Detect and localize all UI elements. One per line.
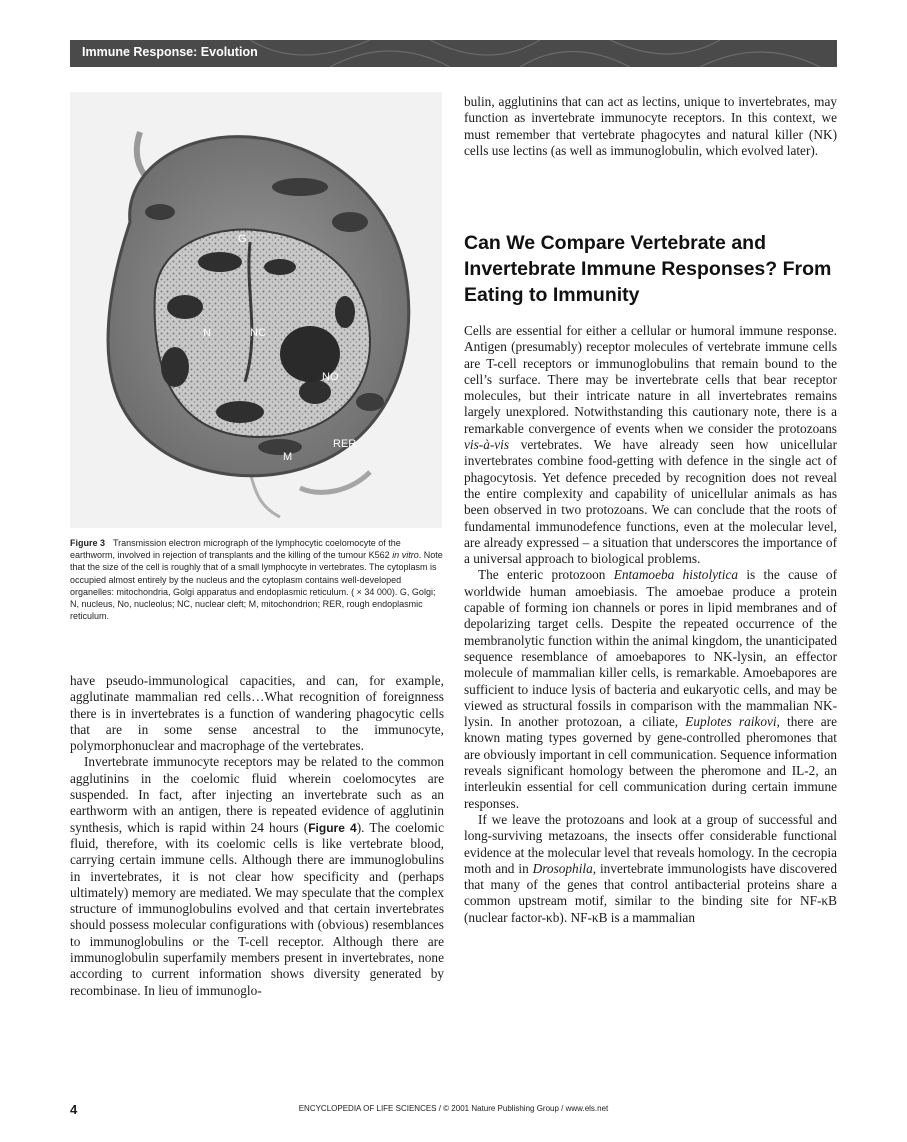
running-header [70, 40, 837, 67]
right-p2-text-b: is the cause of worldwide human amoebiasis. The amoebae produce a protein capable of forming ion channels or pores in lipid membranes and of depolarizing target cells. Despite the repeated occurrence of the membranolytic function within the animal kingdom, the unanticipated sequence resemblance of amoebapores to NK-lysin, an effector molecule of mammalian killer cells, is remarkable. Amoebapores are sufficient to induce lysis of bacteria and eukaryotic cells, and may be viewed as structural fossils in comparison with the mammalian NK-lysin. In another protozoan, a ciliate, [464, 567, 837, 730]
page-number: 4 [70, 1102, 78, 1117]
figure-4-reference[interactable]: Figure 4 [308, 820, 357, 835]
right-top-paragraph: bulin, agglutinins that can act as lectins, unique to invertebrates, may function as invertebrate immunocyte receptors. In this context, we must remember that vertebrate phagocytes and natural killer (NK) cells use lectins (as well as immunoglobulin, which evolved later). [464, 94, 837, 158]
left-paragraph-1: have pseudo-immunological capacities, and can, for example, agglutinate mammalian red cells…What recognition of foreignness there is in invertebrates is a function of wandering phagocytic cells that are in some sense ancestral to the immunocyte, polymorphonuclear and macrophage of the vertebrates. [70, 673, 444, 754]
right-p2-italic-1: Entamoeba histolytica [613, 567, 738, 583]
label-nucleus: N [203, 327, 211, 339]
caption-text-1: Transmission electron micrograph of the lymphocytic coelomocyte of the earthworm, involved in rejection of transplants and the killing of the tumour K562 [70, 538, 401, 561]
right-p1-text-a: Cells are essential for either a cellular or humoral immune response. Antigen (presumably) receptor molecules of vertebrate immune cells are T-cell receptors or immunoglobulins that remain bound to the cell’s surface. There may be invertebrate cells that bear receptor molecules, but their intricate nature in all invertebrates remains largely unexplored. Notwithstanding this cautionary note, there is a remarkable convergence of events when we consider the protozoans [464, 323, 837, 436]
right-p1-italic: vis-à-vis [464, 437, 510, 453]
section-heading: Can We Compare Vertebrate and Invertebrate Immune Responses? From Eating to Immunity [464, 232, 832, 306]
right-p2-text-a: The enteric protozoon [478, 567, 614, 583]
caption-text-2: . Note that the size of the cell is roughly that of a small lymphocyte in vertebrates. The cytoplasm is occupied almost entirely by the nucleus and the cytoplasm contains well-developed organelles: mitochondria, Golgi apparatus and endoplasmic reticulum. ( × 34 000). G, Golgi; N, nucleus, No, nucleolus; NC, nuclear cleft; M, mitochondrion; RER, rough endoplasmic reticulum. [70, 550, 443, 622]
left-paragraph-2 [70, 754, 444, 998]
label-golgi: G [238, 233, 247, 245]
figure-micrograph [70, 92, 442, 528]
footer-text: ENCYCLOPEDIA OF LIFE SCIENCES / © 2001 Nature Publishing Group / www.els.net [298, 1104, 609, 1113]
header-title: Immune Response: Evolution [82, 45, 258, 59]
right-p3-text-b: , invertebrate immunologists have discovered that many of the genes that control antibacterial proteins share a common upstream motif, similar to the binding site for NF-κB (nuclear factor-κb). NF-κB is a mammalian [464, 860, 837, 925]
label-mitochondrion: M [283, 451, 293, 463]
figure-caption [70, 537, 444, 622]
left-p2-text-a: Invertebrate immunocyte receptors may be related to the common agglutinins in the coelomic fluid wherein coelomocytes are suspended. In fact, after injecting an invertebrate such as an earthworm with an antigen, there is repeated evidence of agglutinin synthesis, which is rapid within 24 hours ( [70, 754, 444, 835]
micrograph-image [70, 92, 442, 528]
right-p3-text-a: If we leave the protozoans and look at a group of successful and long-surviving metazoans, the insects offer considerable functional evidence at the molecular level that reveals homology. In the cecropia moth and in [464, 811, 837, 876]
right-p2-text-c: , there are known mating types governed by gene-controlled pheromones that are obviously important in cell communication. Sequence information reveals significant homology between the pheromone and IL-2, an interleukin essential for cell communication during certain immune responses. [464, 714, 837, 811]
caption-text-italic: in vitro [392, 550, 419, 561]
right-column [464, 323, 837, 926]
label-nucleolus: NO [322, 371, 339, 383]
right-paragraph-2 [464, 567, 837, 811]
right-column-top [464, 94, 837, 159]
right-p2-italic-2: Euplotes raikovi [685, 714, 777, 730]
right-paragraph-1 [464, 323, 837, 567]
left-p2-text-b: ). The coelomic fluid, therefore, with its coelomic cells is like vertebrate blood, carrying certain immune cells. Although there are immunoglobulins in invertebrates, it is not clear how specificity and (perhaps ultimately) memory are mediated. We may speculate that the complex structure of immunoglobulins evolved and that certain invertebrates should possess molecular configurations with (obvious) resemblances to immunoglobulins or the T-cell receptor. Although there are immunoglobulin superfamily members present in invertebrates, none according to current information shows diversity generated by recombinase. In lieu of immunoglo- [70, 819, 444, 998]
caption-label: Figure 3 [70, 538, 106, 548]
right-paragraph-3 [464, 812, 837, 926]
left-column [70, 673, 444, 999]
right-p3-italic: Drosophila [532, 860, 593, 876]
label-rer: RER [333, 438, 357, 450]
label-nuclear-cleft: NC [250, 327, 266, 339]
right-p1-text-b: vertebrates. We have already seen how unicellular invertebrates combine food-getting with defence in the single act of phagocytosis. Yet defence preceded by recognition does not reveal the entire complexity and capability of unicellular animals as has been observed in two protozoans. We can conclude that the roots of fundamental immunodefence functions, even at the molecular level, are already expressed – a situation that underscores the importance of a universal approach to biological problems. [464, 437, 837, 567]
